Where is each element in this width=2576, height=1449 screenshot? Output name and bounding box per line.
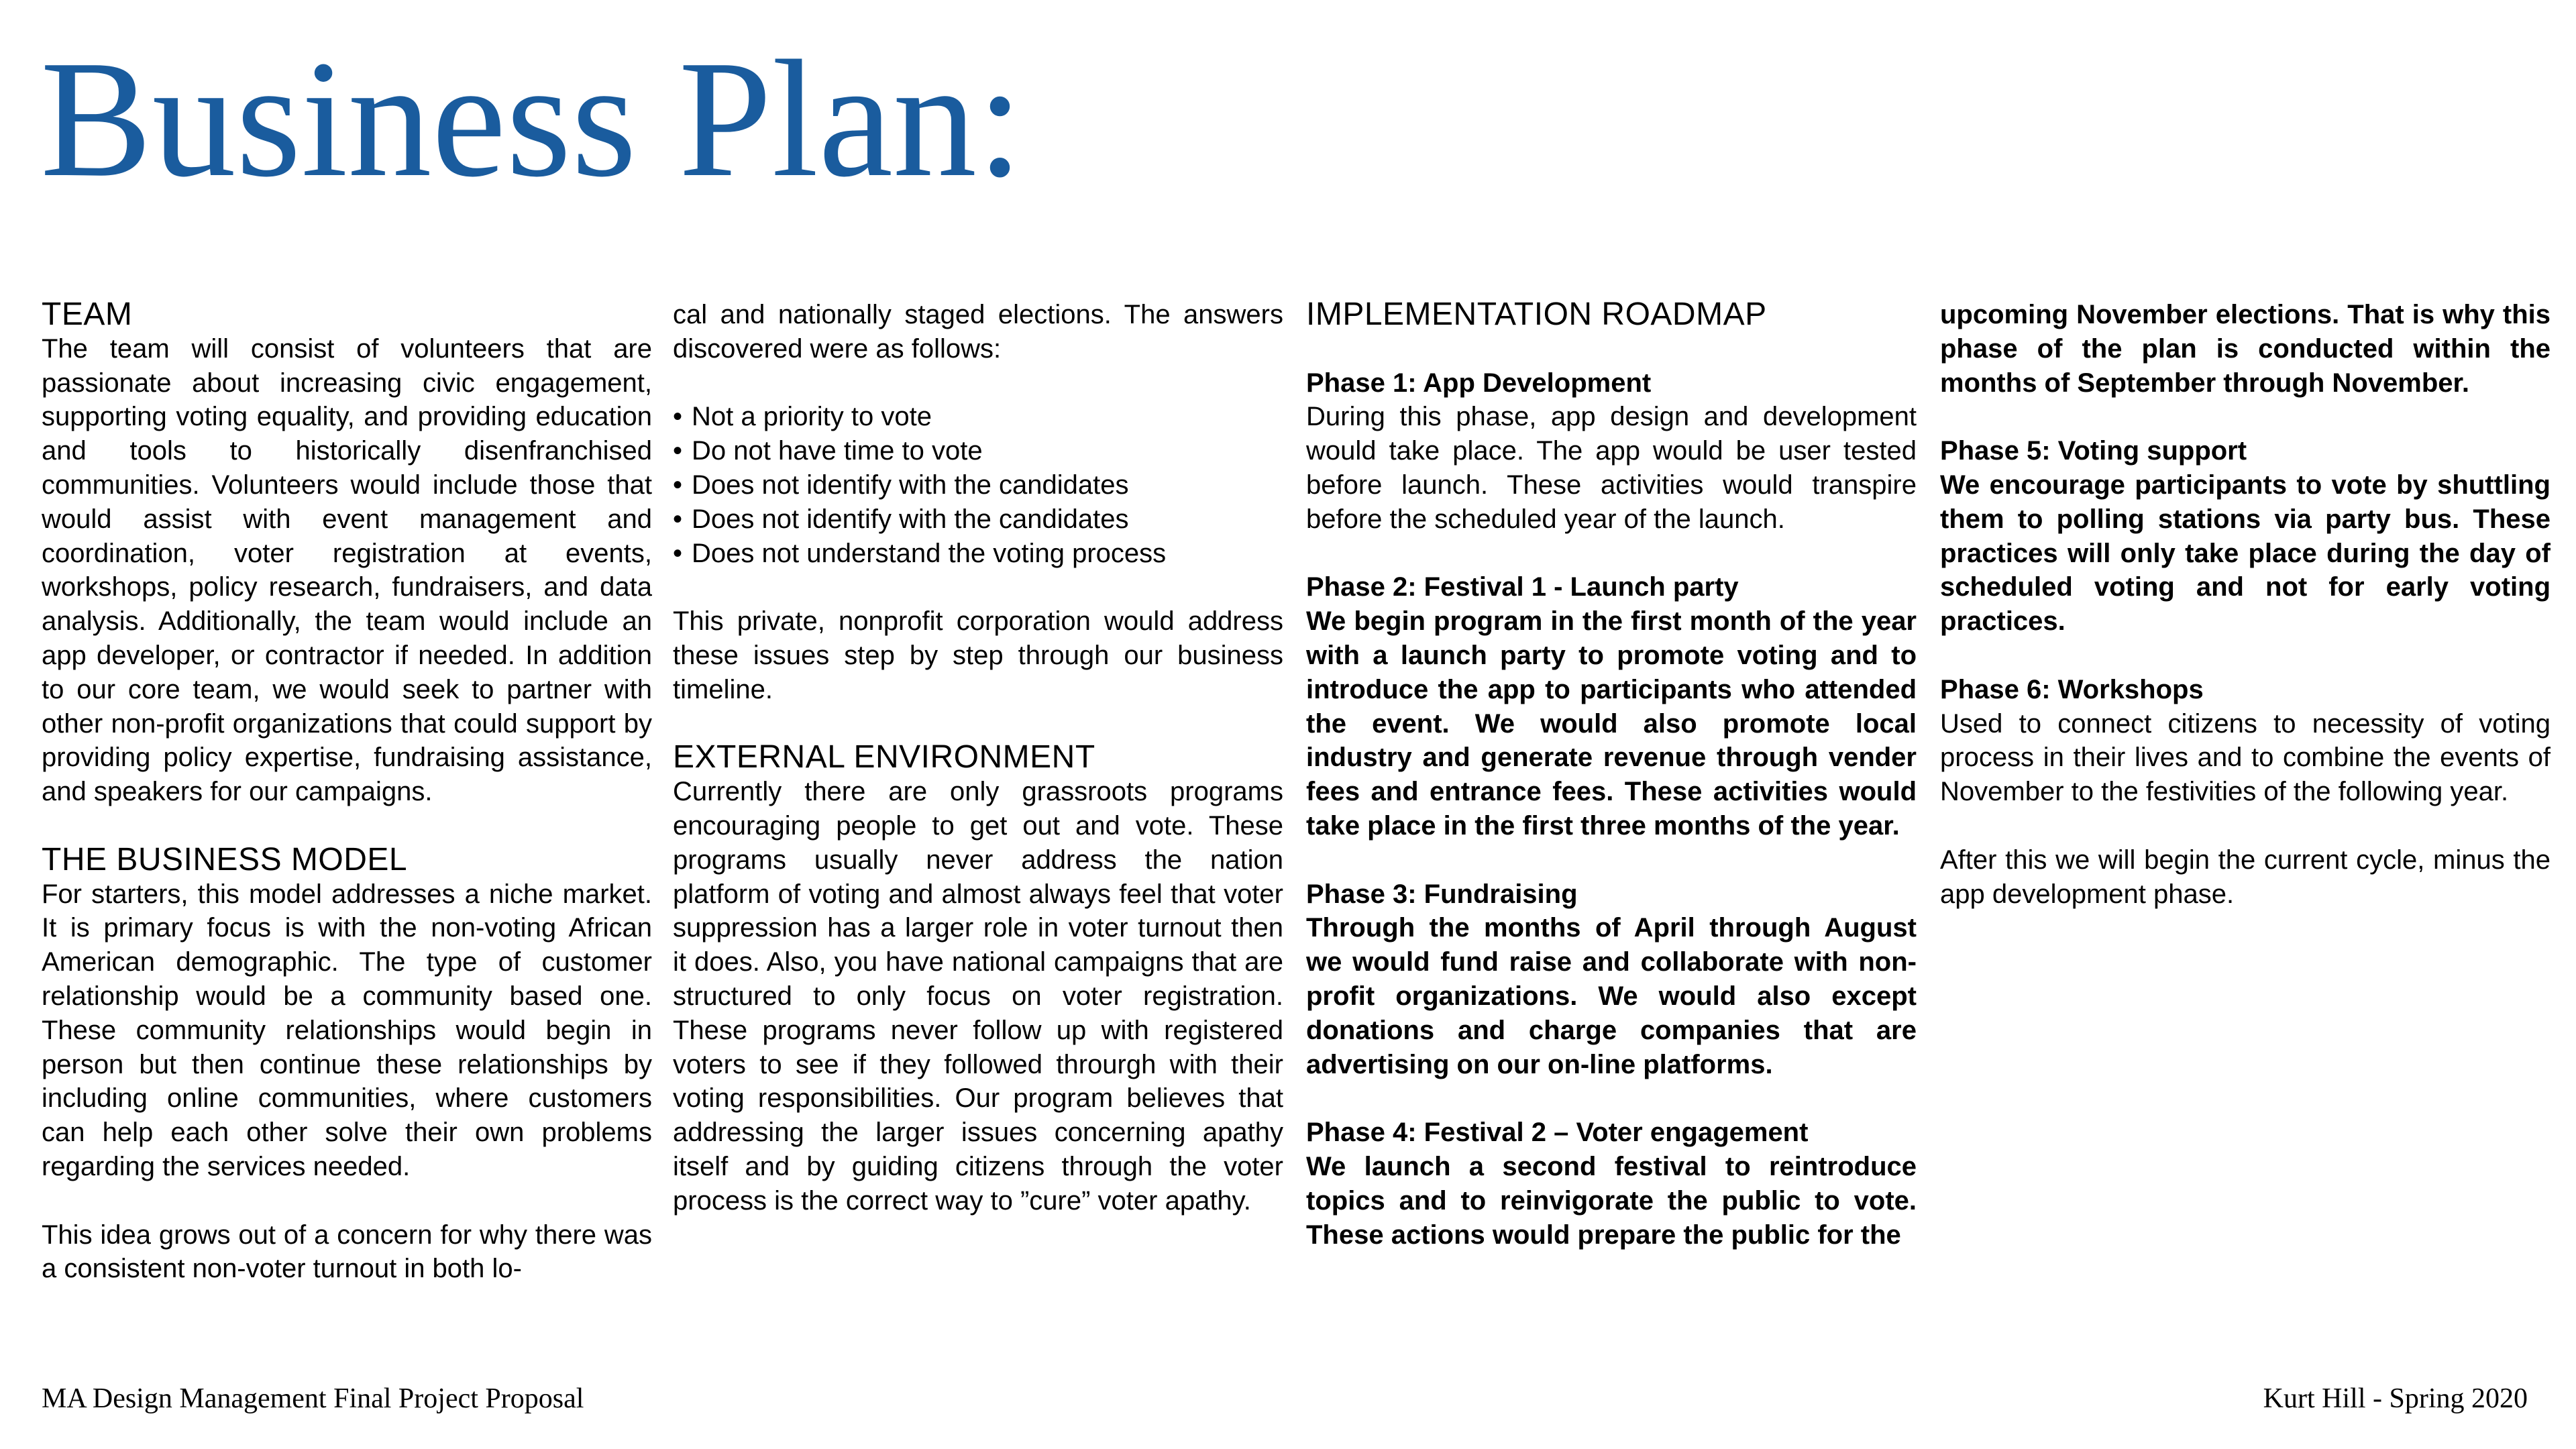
spacer <box>1306 1081 1917 1116</box>
roadmap-heading: IMPLEMENTATION ROADMAP <box>1306 297 1767 332</box>
column-2 <box>673 298 1283 1218</box>
reasons-list <box>673 400 1283 570</box>
phase-4-title: Phase 4: Festival 2 – Voter engagement <box>1306 1118 1809 1148</box>
spacer <box>1306 332 1917 366</box>
phase-1-title: Phase 1: App Development <box>1306 368 1652 398</box>
phase-2-title: Phase 2: Festival 1 - Launch party <box>1306 572 1739 602</box>
phase-1-paragraph: During this phase, app design and development would take place. The app would be user tested before launch. These activities would transpire before the scheduled year of the launch. <box>1306 402 1917 534</box>
business-model-heading: THE BUSINESS MODEL <box>42 841 408 877</box>
nonprofit-paragraph: This private, nonprofit corporation would address these issues step by step through our business timeline. <box>673 606 1283 704</box>
cycle-paragraph: After this we will begin the current cycle, minus the app development phase. <box>1940 845 2551 909</box>
page-title: Business Plan: <box>40 26 1024 212</box>
phase-5-paragraph: We encourage participants to vote by shuttling them to polling stations via party bus. These practices will only take place during the day of scheduled voting and not for early voting practices. <box>1940 470 2551 637</box>
spacer <box>673 707 1283 741</box>
list-item: • Does not identify with the candidates <box>673 468 1283 502</box>
team-heading: TEAM <box>42 297 133 332</box>
phase-3-title: Phase 3: Fundraising <box>1306 879 1578 909</box>
spacer <box>1940 400 2551 434</box>
external-environment-paragraph: Currently there are only grassroots programs encouraging people to get out and vote. These programs usually never address the nation platform of voting and almost always feel that voter suppression has a larger role in voter turnout then it does. Also, you have national campaigns that are structured to only focus on voter registration. These programs never follow up with registered voters to see if they followed throurgh with their voting responsibilities. Our program believes that addressing the larger issues concerning apathy itself and by guiding citizens through the voter process is the correct way to ”cure” voter apathy. <box>673 777 1283 1216</box>
phase-2-paragraph: We begin program in the first month of the year with a launch party to promote voting and to introduce the app to participants who attended the event. We would also promote local industry and generate revenue through vender fees and entrance fees. These activities would take place in the first three months of the year. <box>1306 606 1917 841</box>
spacer <box>673 366 1283 400</box>
list-item: • Does not understand the voting process <box>673 537 1283 571</box>
list-item: • Does not identify with the candidates <box>673 502 1283 537</box>
spacer <box>1940 809 2551 843</box>
phase-6-title: Phase 6: Workshops <box>1940 674 2204 704</box>
phase-5-title: Phase 5: Voting support <box>1940 436 2247 466</box>
phase-6-paragraph: Used to connect citizens to necessity of voting process in their lives and to combine the events of November to the festivities of the following year. <box>1940 708 2551 807</box>
business-model-paragraph: For starters, this model addresses a niche market. It is primary focus is with the non-voting African American demographic. The type of customer relationship would be a community based one. These community relationships would begin in person but then continue these relationships by including online communities, where customers can help each other solve their own problems regarding the services needed. <box>42 879 652 1181</box>
spacer <box>673 570 1283 604</box>
column-4 <box>1940 298 2551 911</box>
list-item: • Not a priority to vote <box>673 400 1283 434</box>
spacer <box>1940 639 2551 673</box>
concern-paragraph-end: cal and nationally staged elections. The answers discovered were as follows: <box>673 300 1283 364</box>
spacer <box>42 1184 652 1218</box>
phase-4-paragraph-start: We launch a second festival to reintroduce topics and to reinvigorate the public to vote. These actions would prepare the public for the <box>1306 1151 1917 1250</box>
spacer <box>1306 843 1917 877</box>
phase-4-paragraph-end: upcoming November elections. That is why this phase of the plan is conducted within the months of September through November. <box>1940 300 2551 398</box>
column-3 <box>1306 298 1917 1252</box>
list-item: • Do not have time to vote <box>673 434 1283 468</box>
footer-project-title: MA Design Management Final Project Proposal <box>42 1383 584 1414</box>
footer-author-date: Kurt Hill - Spring 2020 <box>2263 1383 2528 1414</box>
concern-paragraph-start: This idea grows out of a concern for why there was a consistent non-voter turnout in both lo- <box>42 1220 652 1284</box>
external-environment-heading: EXTERNAL ENVIRONMENT <box>673 739 1095 775</box>
phase-3-paragraph: Through the months of April through August we would fund raise and collaborate with non-profit organizations. We would also except donations and charge companies that are advertising on our on-line platforms. <box>1306 913 1917 1079</box>
spacer <box>1306 537 1917 571</box>
team-paragraph: The team will consist of volunteers that are passionate about increasing civic engagement, supporting voting equality, and providing education and tools to historically disenfranchised communities. Volunteers would include those that would assist with event management and coordination, voter registration at events, workshops, policy research, fundraisers, and data analysis. Additionally, the team would include an app developer, or contractor if needed. In addition to our core team, we would seek to partner with other non-profit organizations that could support by providing policy expertise, fundraising assistance, and speakers for our campaigns. <box>42 333 652 807</box>
column-1 <box>42 298 652 1286</box>
spacer <box>42 809 652 843</box>
